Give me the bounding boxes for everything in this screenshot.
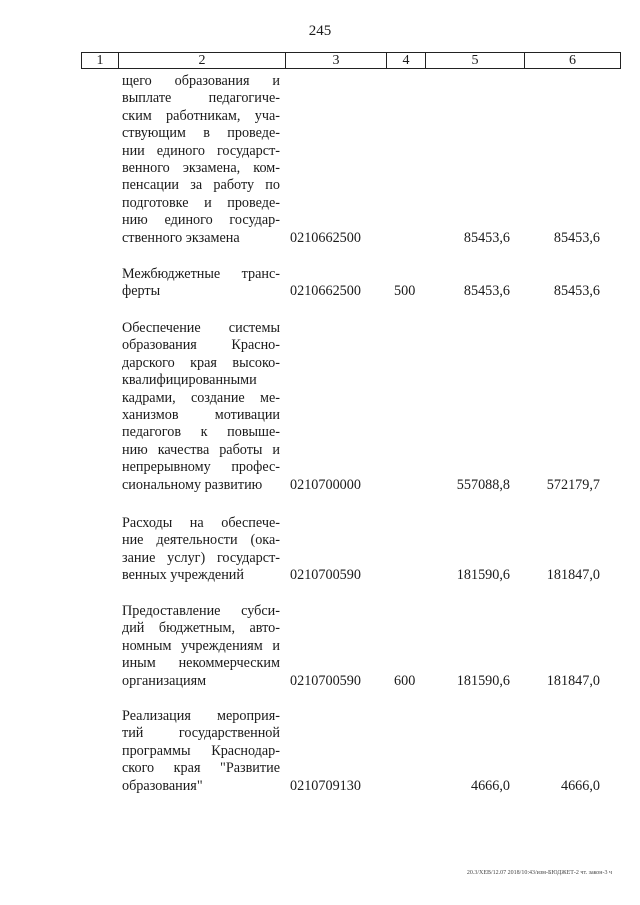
target-article-code: 0210662500: [290, 283, 361, 300]
description-line: щего образования и: [122, 73, 280, 89]
amount-column-6: 572179,7: [546, 476, 600, 493]
description-line: сиональному развитию: [122, 476, 263, 493]
description-line: образования Краснo-: [122, 337, 280, 354]
description-line: ским работникам, уча-: [122, 107, 280, 124]
description-line: ние деятельности (ока-: [122, 532, 280, 549]
description-line: организациям: [122, 672, 207, 689]
target-article-code: 0210709130: [290, 777, 361, 794]
row-description: [122, 320, 280, 494]
description-line: зание услуг) государст-: [122, 549, 280, 566]
amount-column-6: 85453,6: [553, 283, 600, 300]
amount-column-5: 181590,6: [456, 567, 510, 584]
amount-column-6: 181847,0: [546, 567, 600, 584]
target-article-code: 0210700000: [290, 476, 361, 493]
page-number: 245: [308, 23, 332, 39]
description-line: Расходы на обеспече-: [122, 515, 280, 531]
description-line: венного экзамена, ком-: [122, 160, 280, 177]
row-description: [122, 603, 280, 690]
description-line: дий бюджетным, авто-: [122, 620, 280, 637]
description-line: Межбюджетные транс-: [122, 266, 280, 282]
row-description: [122, 708, 280, 795]
table-column-header: [81, 52, 621, 69]
description-line: ферты: [122, 283, 161, 300]
description-line: Реализация мероприя-: [122, 708, 280, 724]
expense-type-code: 600: [394, 672, 416, 689]
amount-column-6: 85453,6: [553, 229, 600, 246]
amount-column-5: 85453,6: [463, 229, 510, 246]
description-line: ственного экзамена: [122, 229, 240, 246]
description-line: пенсации за работу по: [122, 177, 280, 194]
description-line: нию качества работы и: [122, 441, 280, 458]
description-line: иным некоммерческим: [122, 655, 280, 672]
column-number-4: 4: [387, 53, 426, 68]
target-article-code: 0210662500: [290, 229, 361, 246]
description-line: Предоставление субси-: [122, 603, 280, 619]
description-line: подготовке и проведе-: [122, 194, 280, 211]
row-description: [122, 266, 280, 301]
description-line: педагогов к повыше-: [122, 424, 280, 441]
description-line: венных учреждений: [122, 567, 244, 584]
description-line: ствующим в проведе-: [122, 125, 280, 142]
amount-column-6: 4666,0: [560, 777, 600, 794]
description-line: Обеспечение системы: [122, 320, 280, 336]
column-number-6: 6: [569, 53, 576, 68]
description-line: непрерывному профес-: [122, 459, 280, 476]
amount-column-5: 4666,0: [470, 777, 510, 794]
description-line: дарского края высоко-: [122, 354, 280, 371]
expense-type-code: 500: [394, 283, 416, 300]
column-number-2: 2: [119, 53, 286, 68]
row-description: [122, 73, 280, 247]
amount-column-6: 181847,0: [546, 672, 600, 689]
description-line: образования": [122, 777, 203, 794]
column-number-5: 5: [426, 53, 525, 68]
column-number-3: 3: [286, 53, 387, 68]
target-article-code: 0210700590: [290, 567, 361, 584]
description-line: выплате педагогиче-: [122, 90, 280, 107]
column-number-1: 1: [82, 53, 119, 68]
description-line: нию единого государ-: [122, 212, 280, 229]
description-line: программы Краснодар-: [122, 742, 280, 759]
description-line: нии единого государст-: [122, 142, 280, 159]
amount-column-5: 181590,6: [456, 672, 510, 689]
description-line: кадрами, создание ме-: [122, 389, 280, 406]
amount-column-5: 557088,8: [456, 476, 510, 493]
description-line: номным учреждениям и: [122, 637, 280, 654]
description-line: тий государственной: [122, 725, 280, 742]
footer-stamp: 20.3/ХЕВ/12.07 2018/10:43/изм-БЮДЖЕТ-2 чт. закон-3 ч: [466, 870, 612, 876]
target-article-code: 0210700590: [290, 672, 361, 689]
description-line: квалифицированными: [122, 372, 257, 389]
row-description: [122, 515, 280, 585]
description-line: ского края "Развитие: [122, 760, 280, 777]
description-line: ханизмов мотивации: [122, 407, 280, 424]
amount-column-5: 85453,6: [463, 283, 510, 300]
